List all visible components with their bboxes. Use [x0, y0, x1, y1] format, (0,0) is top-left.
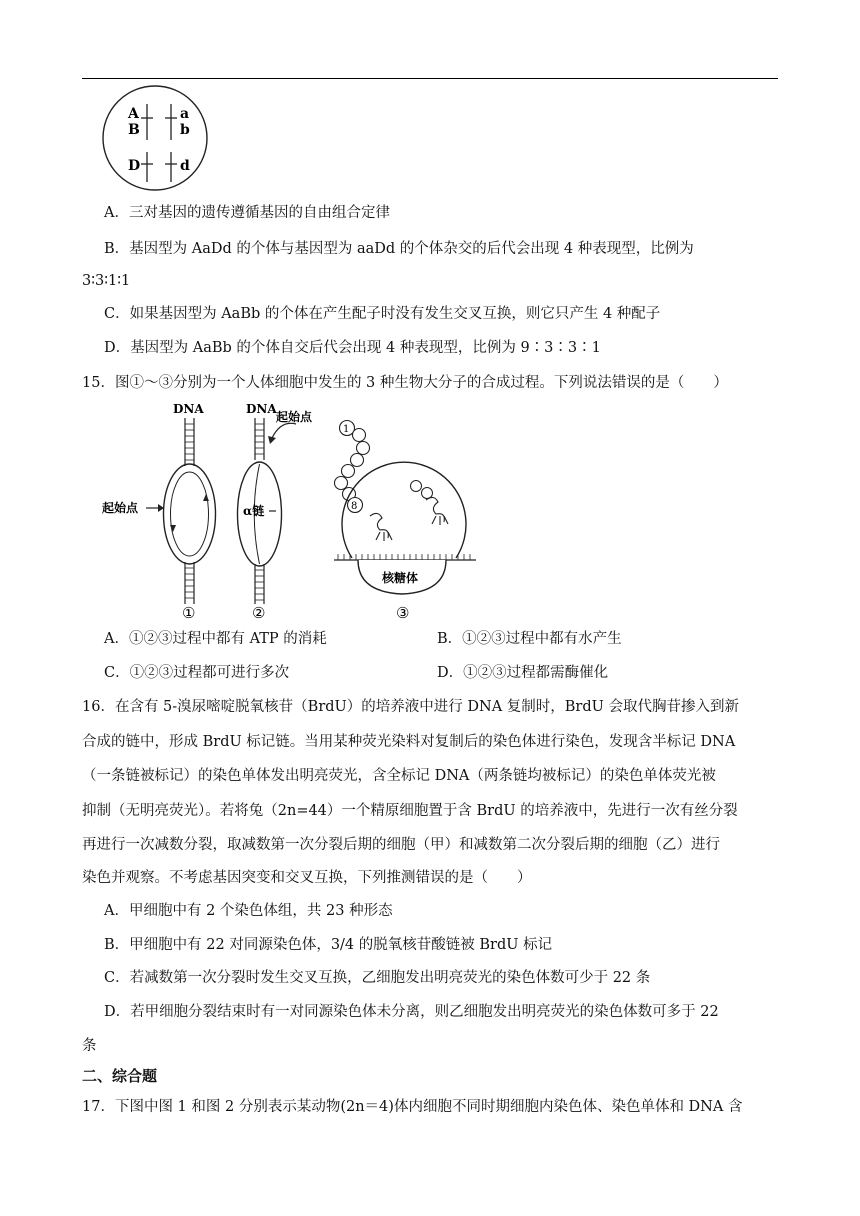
- peptide-first-bead: 1: [343, 424, 350, 435]
- dna-label-1: DNA: [173, 402, 204, 416]
- panel-number-1: ①: [182, 604, 196, 622]
- panel-number-3: ③: [396, 604, 410, 622]
- allele-d: d: [180, 158, 190, 174]
- q16-option-a: A．甲细胞中有 2 个染色体组，共 23 种形态: [104, 903, 393, 919]
- origin-label-top: 起始点: [276, 410, 313, 424]
- allele-b: b: [180, 122, 190, 138]
- panel-number-2: ②: [252, 604, 266, 622]
- q16-option-c: C．若减数第一次分裂时发生交叉互换，乙细胞发出明亮荧光的染色体数可少于 22 条: [104, 970, 651, 986]
- q16-stem-line4: 抑制（无明亮荧光）。若将兔（2n=44）一个精原细胞置于含 BrdU 的培养液中，先进行一次有丝分裂: [82, 803, 738, 819]
- section-heading: 二、综合题: [82, 1067, 158, 1085]
- q15-option-c: C．①②③过程都可进行多次: [104, 665, 290, 681]
- alpha-chain-label: α链: [243, 504, 265, 518]
- q14-option-b-line2: 3∶3∶1∶1: [82, 273, 131, 289]
- q14-option-d: D．基因型为 AaBb 的个体自交后代会出现 4 种表现型，比例为 9∶3∶3∶1: [104, 340, 601, 356]
- header-rule: [82, 78, 778, 79]
- q16-stem-line6: 染色并观察。不考虑基因突变和交叉互换，下列推测错误的是（ ）: [82, 870, 532, 886]
- ribosome-label: 核糖体: [382, 571, 419, 585]
- q16-stem-line5: 再进行一次减数分裂，取减数第一次分裂后期的细胞（甲）和减数第二次分裂后期的细胞（乙）进行: [82, 837, 720, 853]
- allele-a: a: [180, 106, 190, 122]
- synthesis-process-figure: [96, 398, 476, 622]
- allele-D: D: [128, 158, 141, 174]
- origin-label-left: 起始点: [102, 501, 139, 515]
- q16-option-b: B．甲细胞中有 22 对同源染色体，3/4 的脱氧核苷酸链被 BrdU 标记: [104, 937, 553, 953]
- q16-option-d-line1: D．若甲细胞分裂结束时有一对同源染色体未分离，则乙细胞发出明亮荧光的染色体数可多于 22: [104, 1004, 719, 1020]
- q16-stem-line1: 16．在含有 5-溴尿嘧啶脱氧核苷（BrdU）的培养液中进行 DNA 复制时，BrdU 会取代胸苷掺入到新: [82, 699, 739, 715]
- q16-stem-line3: （一条链被标记）的染色单体发出明亮荧光，含全标记 DNA（两条链均被标记）的染色单体荧光被: [82, 768, 716, 784]
- q17-stem-line1: 17．下图中图 1 和图 2 分别表示某动物(2n＝4)体内细胞不同时期细胞内染色体、染色单体和 DNA 含: [82, 1099, 743, 1115]
- q14-option-c: C．如果基因型为 AaBb 的个体在产生配子时没有发生交叉互换，则它只产生 4 种配子: [104, 306, 661, 322]
- q14-option-b-line1: B．基因型为 AaDd 的个体与基因型为 aaDd 的个体杂交的后代会出现 4 种表现型，比例为: [104, 241, 694, 257]
- dna-label-2: DNA: [246, 402, 277, 416]
- peptide-last-bead: 8: [351, 501, 358, 512]
- allele-A: A: [128, 106, 139, 122]
- allele-B: B: [128, 122, 140, 138]
- q15-stem: 15．图①～③分别为一个人体细胞中发生的 3 种生物大分子的合成过程。下列说法错误的是（ ）: [82, 375, 728, 391]
- q16-option-d-line2: 条: [82, 1038, 97, 1054]
- cell-chromosome-figure: [100, 82, 210, 194]
- q16-stem-line2: 合成的链中，形成 BrdU 标记链。当用某种荧光染料对复制后的染色体进行染色，发现含半标记 DNA: [82, 734, 736, 750]
- q15-option-a: A．①②③过程中都有 ATP 的消耗: [104, 631, 327, 647]
- q15-option-d: D．①②③过程都需酶催化: [437, 665, 609, 681]
- q14-option-a: A．三对基因的遗传遵循基因的自由组合定律: [104, 205, 390, 221]
- q15-option-b: B．①②③过程中都有水产生: [437, 631, 622, 647]
